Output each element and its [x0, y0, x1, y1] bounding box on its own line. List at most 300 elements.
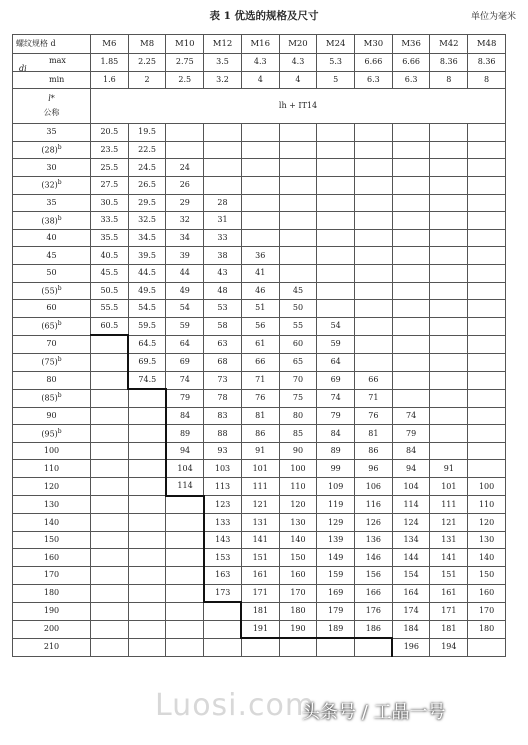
dimension-table: [12, 34, 506, 657]
value-cell: [468, 335, 506, 353]
value-cell: [279, 124, 317, 142]
value-cell: 30.5: [91, 194, 129, 212]
value-cell: 74: [317, 389, 355, 407]
value-cell: [392, 264, 430, 282]
value-cell: 94: [166, 442, 204, 460]
value-cell: [392, 229, 430, 247]
value-cell: 171: [241, 584, 279, 602]
value-cell: 114: [392, 496, 430, 514]
value-cell: [128, 460, 166, 478]
value-cell: [355, 141, 393, 159]
l-sub-label: 公称: [43, 108, 60, 118]
value-cell: 160: [468, 584, 506, 602]
value-cell: [430, 247, 468, 265]
size-header-m10: M10: [166, 35, 204, 54]
value-cell: [241, 141, 279, 159]
value-cell: [241, 176, 279, 194]
value-cell: [91, 602, 129, 620]
value-cell: [355, 335, 393, 353]
length-cell: $(28)^b$: [13, 141, 91, 159]
value-cell: 70: [279, 371, 317, 389]
value-cell: [317, 247, 355, 265]
value-cell: [91, 353, 129, 371]
value-cell: [430, 282, 468, 300]
value-cell: [468, 212, 506, 230]
value-cell: [392, 335, 430, 353]
table-row: [13, 620, 506, 638]
value-cell: 140: [468, 549, 506, 567]
value-cell: [91, 514, 129, 532]
size-header-m16: M16: [241, 35, 279, 54]
value-cell: 53: [204, 300, 242, 318]
value-cell: [166, 638, 204, 656]
value-cell: [279, 212, 317, 230]
table-row: [13, 371, 506, 389]
length-cell: 170: [13, 567, 91, 585]
table-row: [13, 212, 506, 230]
value-cell: 166: [355, 584, 393, 602]
value-cell: 130: [468, 531, 506, 549]
value-cell: [166, 496, 204, 514]
value-cell: [392, 317, 430, 335]
length-cell: 210: [13, 638, 91, 656]
table-row: [13, 460, 506, 478]
value-cell: [204, 124, 242, 142]
value-cell: 73: [204, 371, 242, 389]
value-cell: 130: [279, 514, 317, 532]
value-cell: 156: [355, 567, 393, 585]
value-cell: 68: [204, 353, 242, 371]
value-cell: [317, 141, 355, 159]
value-cell: 101: [241, 460, 279, 478]
value-cell: [468, 264, 506, 282]
value-cell: 173: [204, 584, 242, 602]
value-cell: 44: [166, 264, 204, 282]
di-min-cell: 8: [430, 71, 468, 89]
value-cell: [166, 602, 204, 620]
value-cell: 59: [166, 317, 204, 335]
table-row: [13, 407, 506, 425]
value-cell: 55.5: [91, 300, 129, 318]
table-row: [13, 567, 506, 585]
length-cell: $(85)^b$: [13, 389, 91, 407]
value-cell: [166, 531, 204, 549]
table-row: [13, 549, 506, 567]
value-cell: 143: [204, 531, 242, 549]
value-cell: [392, 159, 430, 177]
value-cell: 134: [392, 531, 430, 549]
value-cell: [355, 124, 393, 142]
value-cell: [128, 584, 166, 602]
value-cell: 176: [355, 602, 393, 620]
value-cell: 133: [204, 514, 242, 532]
value-cell: [468, 353, 506, 371]
value-cell: 78: [204, 389, 242, 407]
watermark-credit: 头条号 / 工晶一号: [302, 702, 446, 723]
value-cell: 164: [392, 584, 430, 602]
watermark: Luosi.com: [155, 688, 316, 723]
size-header-m20: M20: [279, 35, 317, 54]
value-cell: [128, 496, 166, 514]
value-cell: [279, 264, 317, 282]
value-cell: [392, 353, 430, 371]
length-cell: $(55)^b$: [13, 282, 91, 300]
value-cell: [166, 124, 204, 142]
di-min-cell: 2: [128, 71, 166, 89]
value-cell: [91, 407, 129, 425]
value-cell: 180: [468, 620, 506, 638]
value-cell: 96: [355, 460, 393, 478]
value-cell: [91, 478, 129, 496]
value-cell: [91, 496, 129, 514]
value-cell: [128, 602, 166, 620]
value-cell: 32.5: [128, 212, 166, 230]
value-cell: 69.5: [128, 353, 166, 371]
value-cell: 79: [392, 425, 430, 443]
table-row: [13, 478, 506, 496]
di-max-cell: 3.5: [204, 54, 242, 72]
value-cell: [355, 159, 393, 177]
value-cell: [128, 407, 166, 425]
value-cell: [355, 300, 393, 318]
value-cell: 131: [430, 531, 468, 549]
length-cell: 130: [13, 496, 91, 514]
value-cell: 139: [317, 531, 355, 549]
value-cell: [392, 124, 430, 142]
value-cell: 60: [279, 335, 317, 353]
value-cell: [468, 460, 506, 478]
table-row: [13, 247, 506, 265]
table-row: [13, 496, 506, 514]
value-cell: 116: [355, 496, 393, 514]
value-cell: 106: [355, 478, 393, 496]
value-cell: 41: [241, 264, 279, 282]
length-cell: 70: [13, 335, 91, 353]
table-row: [13, 159, 506, 177]
value-cell: 80: [279, 407, 317, 425]
length-cell: 35: [13, 124, 91, 142]
l-label: l*: [48, 94, 55, 104]
value-cell: 180: [279, 602, 317, 620]
value-cell: 74.5: [128, 371, 166, 389]
length-cell: 150: [13, 531, 91, 549]
value-cell: 169: [317, 584, 355, 602]
size-header-m42: M42: [430, 35, 468, 54]
di-max-cell: 2.25: [128, 54, 166, 72]
value-cell: [430, 264, 468, 282]
value-cell: [468, 176, 506, 194]
table-row: [13, 264, 506, 282]
value-cell: [241, 124, 279, 142]
value-cell: [355, 194, 393, 212]
value-cell: 35.5: [91, 229, 129, 247]
value-cell: 25.5: [91, 159, 129, 177]
value-cell: 43: [204, 264, 242, 282]
value-cell: 186: [355, 620, 393, 638]
value-cell: 196: [392, 638, 430, 656]
length-cell: 200: [13, 620, 91, 638]
di-min-cell: 3.2: [204, 71, 242, 89]
di-max-cell: 4.3: [279, 54, 317, 72]
value-cell: 31: [204, 212, 242, 230]
value-cell: [166, 141, 204, 159]
value-cell: [241, 229, 279, 247]
value-cell: 54: [317, 317, 355, 335]
length-cell: 190: [13, 602, 91, 620]
value-cell: [91, 620, 129, 638]
value-cell: [468, 159, 506, 177]
table-row: [13, 602, 506, 620]
size-header-m8: M8: [128, 35, 166, 54]
value-cell: [430, 317, 468, 335]
value-cell: 36: [241, 247, 279, 265]
value-cell: 71: [355, 389, 393, 407]
table-row: [13, 442, 506, 460]
value-cell: [317, 124, 355, 142]
value-cell: 24: [166, 159, 204, 177]
di-max-cell: 8.36: [468, 54, 506, 72]
size-header-m36: M36: [392, 35, 430, 54]
value-cell: 113: [204, 478, 242, 496]
value-cell: 60.5: [91, 317, 129, 335]
length-cell: 45: [13, 247, 91, 265]
value-cell: [430, 176, 468, 194]
value-cell: 146: [355, 549, 393, 567]
value-cell: [355, 282, 393, 300]
value-cell: 39: [166, 247, 204, 265]
table-row: [13, 353, 506, 371]
value-cell: 120: [279, 496, 317, 514]
table-row: [13, 124, 506, 142]
value-cell: [430, 335, 468, 353]
value-cell: 114: [166, 478, 204, 496]
value-cell: [355, 317, 393, 335]
length-cell: 90: [13, 407, 91, 425]
table-row: [13, 300, 506, 318]
table-row: [13, 335, 506, 353]
value-cell: 33.5: [91, 212, 129, 230]
table-row: [13, 229, 506, 247]
value-cell: [430, 212, 468, 230]
value-cell: 126: [355, 514, 393, 532]
value-cell: 51: [241, 300, 279, 318]
di-min-cell: 8: [468, 71, 506, 89]
di-max-label: [13, 54, 91, 72]
table-row: [13, 317, 506, 335]
value-cell: 71: [241, 371, 279, 389]
value-cell: 121: [241, 496, 279, 514]
value-cell: 64: [166, 335, 204, 353]
value-cell: [468, 371, 506, 389]
value-cell: [128, 514, 166, 532]
value-cell: [355, 638, 393, 656]
value-cell: [468, 300, 506, 318]
value-cell: [204, 638, 242, 656]
value-cell: 121: [430, 514, 468, 532]
value-cell: [468, 229, 506, 247]
value-cell: 45: [279, 282, 317, 300]
value-cell: [430, 124, 468, 142]
value-cell: [468, 317, 506, 335]
value-cell: [430, 194, 468, 212]
value-cell: 44.5: [128, 264, 166, 282]
value-cell: 69: [166, 353, 204, 371]
value-cell: [392, 194, 430, 212]
value-cell: 45.5: [91, 264, 129, 282]
value-cell: 190: [279, 620, 317, 638]
value-cell: 59.5: [128, 317, 166, 335]
min-label: min: [49, 74, 65, 84]
value-cell: 153: [204, 549, 242, 567]
size-header-m12: M12: [204, 35, 242, 54]
value-cell: 150: [468, 567, 506, 585]
di-max-cell: 2.75: [166, 54, 204, 72]
value-cell: [241, 194, 279, 212]
value-cell: [392, 141, 430, 159]
value-cell: 59: [317, 335, 355, 353]
value-cell: [430, 353, 468, 371]
min-label-cell: [13, 71, 91, 89]
di-min-cell: 6.3: [355, 71, 393, 89]
value-cell: [128, 389, 166, 407]
value-cell: [279, 141, 317, 159]
value-cell: 171: [430, 602, 468, 620]
value-cell: 56: [241, 317, 279, 335]
table-row: [13, 282, 506, 300]
length-cell: 140: [13, 514, 91, 532]
value-cell: 131: [241, 514, 279, 532]
value-cell: 84: [392, 442, 430, 460]
length-cell: 120: [13, 478, 91, 496]
value-cell: 54: [166, 300, 204, 318]
di-min-cell: 4: [241, 71, 279, 89]
length-cell: 100: [13, 442, 91, 460]
value-cell: [128, 531, 166, 549]
value-cell: [392, 176, 430, 194]
value-cell: 79: [166, 389, 204, 407]
value-cell: 141: [430, 549, 468, 567]
table-row: [13, 389, 506, 407]
value-cell: 90: [279, 442, 317, 460]
table-row: [13, 425, 506, 443]
value-cell: 104: [392, 478, 430, 496]
length-cell: 35: [13, 194, 91, 212]
value-cell: [468, 442, 506, 460]
value-cell: 109: [317, 478, 355, 496]
value-cell: 64: [317, 353, 355, 371]
value-cell: 184: [392, 620, 430, 638]
value-cell: [91, 460, 129, 478]
value-cell: 58: [204, 317, 242, 335]
length-cell: 110: [13, 460, 91, 478]
value-cell: [91, 371, 129, 389]
length-cell: $(75)^b$: [13, 353, 91, 371]
value-cell: [468, 638, 506, 656]
value-cell: 101: [430, 478, 468, 496]
value-cell: 100: [279, 460, 317, 478]
value-cell: 50: [279, 300, 317, 318]
value-cell: 29.5: [128, 194, 166, 212]
value-cell: [128, 478, 166, 496]
value-cell: [91, 549, 129, 567]
di-max-cell: 6.66: [355, 54, 393, 72]
value-cell: 55: [279, 317, 317, 335]
value-cell: [430, 407, 468, 425]
value-cell: 49: [166, 282, 204, 300]
value-cell: 129: [317, 514, 355, 532]
value-cell: [430, 229, 468, 247]
value-cell: 104: [166, 460, 204, 478]
value-cell: 33: [204, 229, 242, 247]
value-cell: [392, 247, 430, 265]
value-cell: 79: [317, 407, 355, 425]
value-cell: 94: [392, 460, 430, 478]
value-cell: 66: [241, 353, 279, 371]
di-max-cell: 8.36: [430, 54, 468, 72]
value-cell: 81: [355, 425, 393, 443]
value-cell: 22.5: [128, 141, 166, 159]
value-cell: [317, 282, 355, 300]
value-cell: 85: [279, 425, 317, 443]
value-cell: 89: [317, 442, 355, 460]
length-cell: $(65)^b$: [13, 317, 91, 335]
value-cell: [430, 159, 468, 177]
value-cell: [430, 442, 468, 460]
value-cell: 136: [355, 531, 393, 549]
value-cell: [91, 425, 129, 443]
length-cell: 30: [13, 159, 91, 177]
value-cell: 50.5: [91, 282, 129, 300]
table-row: [13, 176, 506, 194]
value-cell: [279, 176, 317, 194]
value-cell: 84: [166, 407, 204, 425]
value-cell: [468, 124, 506, 142]
value-cell: 34.5: [128, 229, 166, 247]
di-min-cell: 2.5: [166, 71, 204, 89]
value-cell: [392, 300, 430, 318]
table-row: [13, 141, 506, 159]
value-cell: 26: [166, 176, 204, 194]
value-cell: 103: [204, 460, 242, 478]
value-cell: [430, 371, 468, 389]
value-cell: 88: [204, 425, 242, 443]
value-cell: 141: [241, 531, 279, 549]
value-cell: 29: [166, 194, 204, 212]
di-max-cell: 6.66: [392, 54, 430, 72]
value-cell: [128, 638, 166, 656]
value-cell: 111: [241, 478, 279, 496]
value-cell: 81: [241, 407, 279, 425]
value-cell: 83: [204, 407, 242, 425]
value-cell: 75: [279, 389, 317, 407]
value-cell: 38: [204, 247, 242, 265]
value-cell: [279, 247, 317, 265]
value-cell: [128, 567, 166, 585]
value-cell: [128, 442, 166, 460]
length-cell: $(95)^b$: [13, 425, 91, 443]
size-header-m24: M24: [317, 35, 355, 54]
spec-label: 螺纹规格 d: [13, 35, 91, 54]
value-cell: [279, 159, 317, 177]
value-cell: 160: [279, 567, 317, 585]
value-cell: 123: [204, 496, 242, 514]
value-cell: [355, 176, 393, 194]
value-cell: [91, 567, 129, 585]
di-max-cell: 1.85: [91, 54, 129, 72]
value-cell: [392, 371, 430, 389]
value-cell: 170: [279, 584, 317, 602]
value-cell: [430, 141, 468, 159]
